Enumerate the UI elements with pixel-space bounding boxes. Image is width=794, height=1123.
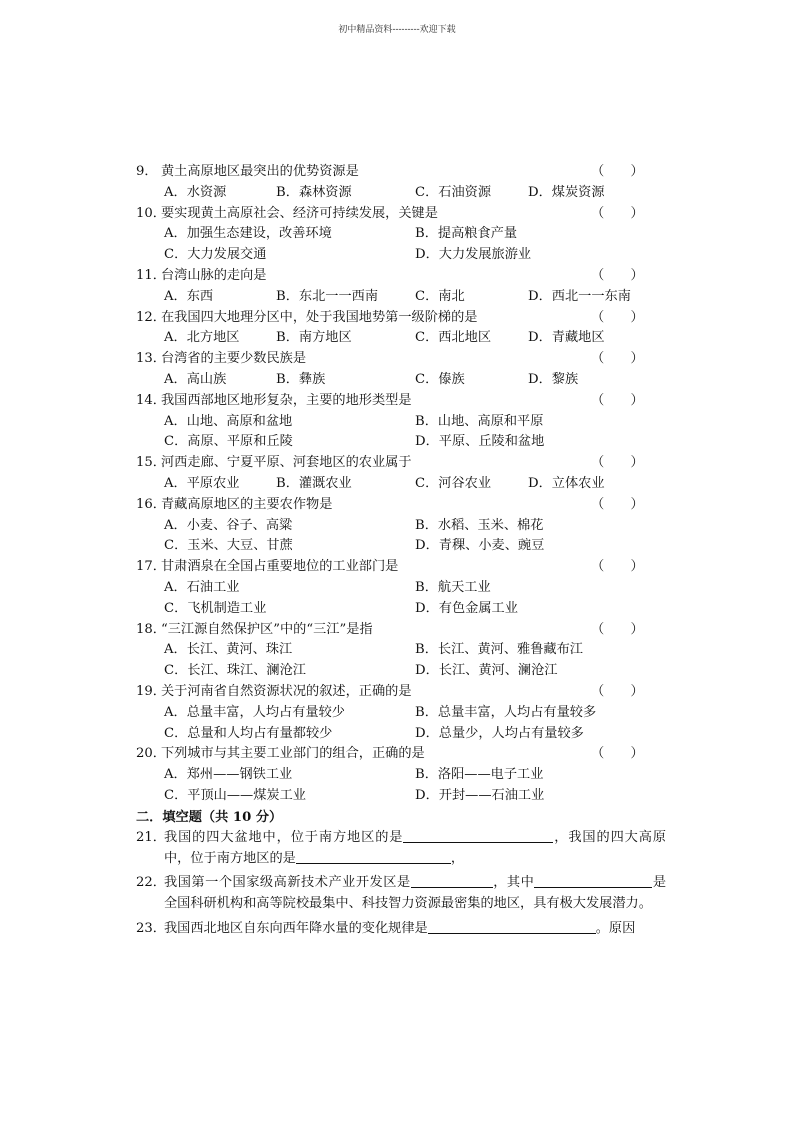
option-c: C．高原、平原和丘陵 [164,434,293,450]
question-number: 17． [136,559,166,575]
option-c: C．南北 [415,288,465,304]
option-c: C．傣族 [415,371,465,387]
option-d: D．长江、黄河、澜沧江 [415,663,558,679]
answer-bracket[interactable]: （ ） [591,746,644,762]
option-d: D．青稞、小麦、豌豆 [415,538,545,554]
answer-bracket[interactable]: （ ） [591,683,644,699]
question-row [136,266,666,287]
fill-question-22 [136,873,666,915]
question-text: 下列城市与其主要工业部门的组合，正确的是 [161,746,425,762]
options-row [136,183,666,204]
options-row [136,536,666,557]
option-c: C．总量和人均占有量都较少 [164,725,333,741]
question-row [136,744,666,765]
question-row [136,308,666,329]
question-row [136,453,666,474]
question-row [136,557,666,578]
option-c: C．大力发展交通 [164,247,267,263]
option-b: B．山地、高原和平原 [415,413,544,429]
option-a: A．石油工业 [164,579,240,595]
option-c: C．西北地区 [415,330,492,346]
question-number: 22． [136,875,166,891]
question-text: 要实现黄土高原社会、经济可持续发展，关键是 [161,205,438,221]
option-d: D．煤炭资源 [528,184,605,200]
option-d: D．青藏地区 [528,330,605,346]
question-text: 在我国四大地理分区中，处于我国地势第一级阶梯的是 [161,309,478,325]
question-text: 甘肃酒泉在全国占重要地位的工业部门是 [161,559,399,575]
multiple-choice-list [136,162,666,807]
section-title-fill-in: 二．填空题（共 10 分） [136,809,283,825]
question-text: 我国西部地区地形复杂，主要的地形类型是 [161,392,412,408]
option-d: D．黎族 [528,371,579,387]
options-row [136,703,666,724]
options-row [136,328,666,349]
options-row [136,474,666,495]
option-a: A．总量丰富，人均占有量较少 [164,704,345,720]
option-b: B．总量丰富，人均占有量较多 [415,704,597,720]
options-row [136,661,666,682]
option-b: B．南方地区 [276,330,352,346]
option-d: D．平原、丘陵和盆地 [415,434,545,450]
options-row [136,578,666,599]
question-row [136,495,666,516]
question-text: 我国第一个国家级高新技术产业开发区是 ，其中 是全国科研机构和高等院校最集中、科技智力资源最密集的地区，具有极大发展潜力。 [164,875,667,912]
question-text: 我国的四大盆地中，位于南方地区的是 ，我国的四大高原中，位于南方地区的是 ， [164,829,666,866]
options-row [136,516,666,537]
options-row [136,765,666,786]
answer-bracket[interactable]: （ ） [591,455,644,471]
option-a: A．加强生态建设，改善环境 [164,226,332,242]
option-a: A．小麦、谷子、高粱 [164,517,293,533]
fill-question-23 [136,919,666,940]
question-row [136,391,666,412]
option-b: B．提高粮食产量 [415,226,518,242]
answer-bracket[interactable]: （ ） [591,351,644,367]
answer-bracket[interactable]: （ ） [591,267,644,283]
page-header: 初中精品资料---------欢迎下载 [338,25,456,35]
option-b: B．东北一一西南 [276,288,379,304]
option-c: C．平顶山——煤炭工业 [164,787,306,803]
options-row [136,287,666,308]
option-a: A．郑州——钢铁工业 [164,767,293,783]
option-d: D．总量少，人均占有量较多 [415,725,584,741]
options-row [136,224,666,245]
answer-blank[interactable] [296,849,451,864]
question-number: 16． [136,496,166,512]
answer-bracket[interactable]: （ ） [591,205,644,221]
option-d: D．有色金属工业 [415,600,518,616]
answer-bracket[interactable]: （ ） [591,309,644,325]
question-text: 我国西北地区自东向西年降水量的变化规律是 。原因 [164,920,636,936]
question-number: 14． [136,392,166,408]
question-number: 19． [136,683,166,699]
option-c: C．玉米、大豆、甘蔗 [164,538,293,554]
options-row [136,412,666,433]
answer-bracket[interactable]: （ ） [591,496,644,512]
option-b: B．航天工业 [415,579,491,595]
option-a: A．高山族 [164,371,227,387]
options-row [136,786,666,807]
question-row [136,620,666,641]
question-number: 10． [136,205,166,221]
question-text: 河西走廊、宁夏平原、河套地区的农业属于 [161,455,412,471]
option-b: B．长江、黄河、雅鲁藏布江 [415,642,583,658]
question-number: 21． [136,829,166,845]
options-row [136,370,666,391]
option-c: C．飞机制造工业 [164,600,267,616]
question-number: 11． [136,267,166,283]
answer-bracket[interactable]: （ ） [591,559,644,575]
answer-blank[interactable] [403,828,553,843]
question-number: 13． [136,351,166,367]
exam-content [136,162,666,940]
answer-bracket[interactable]: （ ） [591,164,644,179]
options-row [136,640,666,661]
answer-blank[interactable] [428,919,596,934]
question-number: 12． [136,309,166,325]
option-a: A．长江、黄河、珠江 [164,642,293,658]
option-a: A．北方地区 [164,330,240,346]
option-b: B．森林资源 [276,184,352,200]
answer-bracket[interactable]: （ ） [591,621,644,637]
question-number: 20． [136,746,166,762]
option-b: B．灌溉农业 [276,475,352,491]
option-c: C．长江、珠江、澜沧江 [164,663,306,679]
option-c: C．河谷农业 [415,475,492,491]
question-row [136,162,666,183]
answer-blank[interactable] [411,873,493,888]
option-d: D．大力发展旅游业 [415,247,532,263]
question-row [136,682,666,703]
question-number: 23． [136,920,166,936]
option-d: D．立体农业 [528,475,605,491]
question-text: 关于河南省自然资源状况的叙述，正确的是 [161,683,412,699]
fill-question-21 [136,828,666,870]
option-b: B．洛阳——电子工业 [415,767,544,783]
question-text: 黄土高原地区最突出的优势资源是 [161,164,359,179]
options-row [136,724,666,745]
options-row [136,599,666,620]
question-row [136,204,666,225]
question-number: 15． [136,455,166,471]
options-row [136,432,666,453]
question-text: 青藏高原地区的主要农作物是 [161,496,333,512]
options-row [136,245,666,266]
question-text: 台湾省的主要少数民族是 [161,351,307,367]
option-a: A．水资源 [164,184,227,200]
question-number: 18． [136,621,166,637]
option-d: D．西北一一东南 [528,288,631,304]
option-c: C．石油资源 [415,184,492,200]
option-a: A．东西 [164,288,214,304]
answer-bracket[interactable]: （ ） [591,392,644,408]
question-text: “三江源自然保护区”中的“三江”是指 [161,621,373,637]
option-b: B．水稻、玉米、棉花 [415,517,544,533]
answer-blank[interactable] [534,873,652,888]
question-number: 9． [136,164,158,179]
option-b: B．彝族 [276,371,326,387]
question-row [136,349,666,370]
option-a: A．平原农业 [164,475,240,491]
option-a: A．山地、高原和盆地 [164,413,293,429]
question-text: 台湾山脉的走向是 [161,267,267,283]
option-d: D．开封——石油工业 [415,787,545,803]
